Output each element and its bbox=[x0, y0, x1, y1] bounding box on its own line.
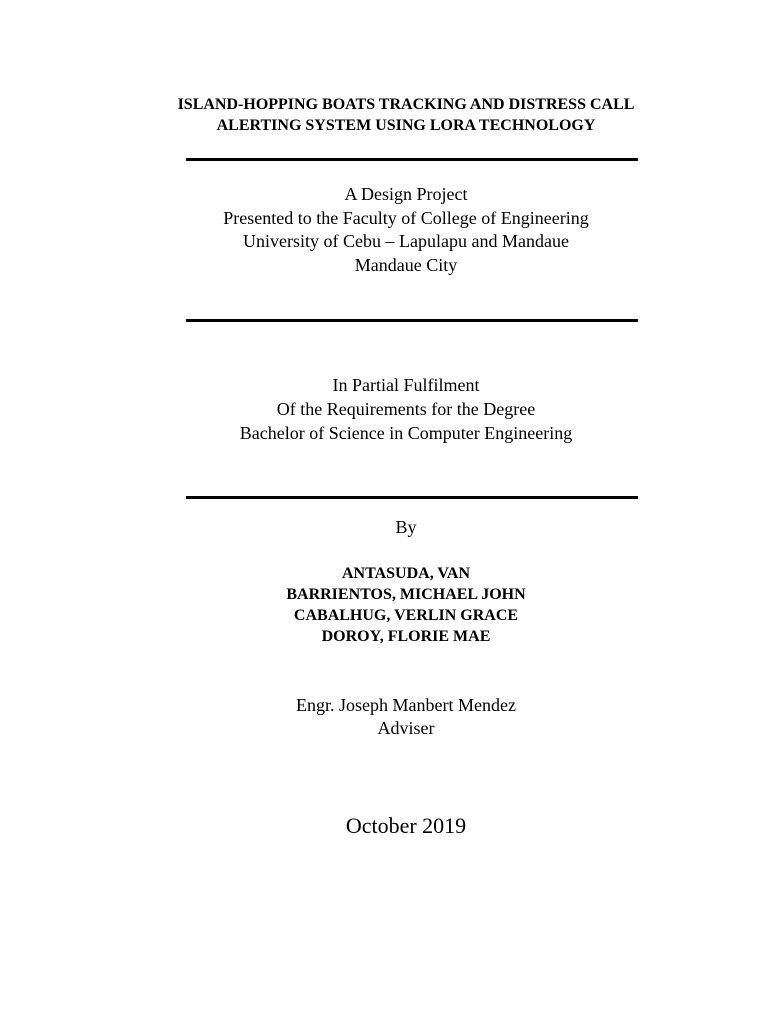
thesis-title-line-2: ALERTING SYSTEM USING LORA TECHNOLOGY bbox=[216, 117, 596, 134]
thesis-title-line-1: ISLAND-HOPPING BOATS TRACKING AND DISTRESS CALL bbox=[177, 96, 635, 113]
author-name: ANTASUDA, VAN bbox=[341, 565, 471, 582]
author-name: CABALHUG, VERLIN GRACE bbox=[293, 607, 519, 624]
university-name: University of Cebu – Lapulapu and Mandaue bbox=[243, 231, 569, 251]
by-label: By bbox=[395, 517, 417, 537]
fulfilment-line-2: Of the Requirements for the Degree bbox=[276, 399, 536, 419]
degree-name: Bachelor of Science in Computer Engineering bbox=[239, 423, 573, 443]
authors-list bbox=[0, 563, 768, 647]
author-name: BARRIENTOS, MICHAEL JOHN bbox=[286, 586, 526, 603]
divider-rule-1 bbox=[186, 158, 638, 161]
divider-rule-3 bbox=[186, 496, 638, 499]
adviser-role: Adviser bbox=[377, 718, 435, 738]
divider-rule-2 bbox=[186, 319, 638, 322]
city-name: Mandaue City bbox=[354, 254, 458, 275]
presented-to: Presented to the Faculty of College of Engineering bbox=[223, 207, 589, 228]
fulfilment-block bbox=[0, 373, 768, 445]
project-type: A Design Project bbox=[344, 184, 468, 204]
fulfilment-line-1: In Partial Fulfilment bbox=[332, 375, 480, 395]
adviser-block bbox=[0, 694, 768, 740]
thesis-title bbox=[0, 94, 768, 136]
adviser-name: Engr. Joseph Manbert Mendez bbox=[296, 695, 516, 715]
presentation-block bbox=[0, 183, 768, 277]
submission-date: October 2019 bbox=[345, 813, 467, 838]
author-name: DOROY, FLORIE MAE bbox=[321, 628, 491, 645]
